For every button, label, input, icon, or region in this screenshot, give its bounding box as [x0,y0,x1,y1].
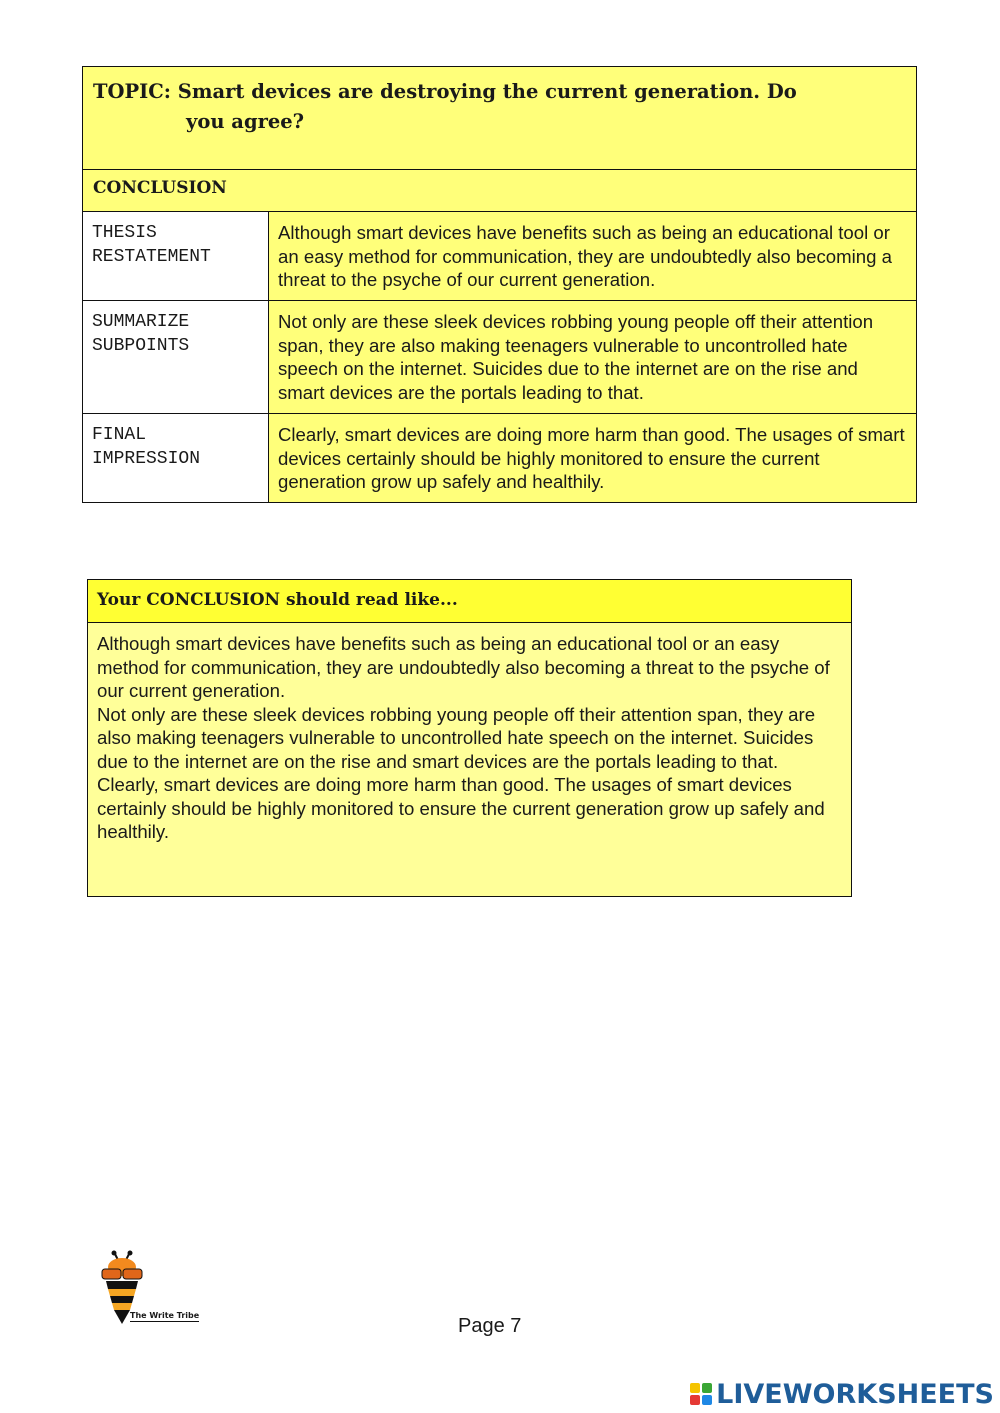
row-label-line: RESTATEMENT [92,247,211,267]
row-label-thesis [83,212,269,301]
liveworksheets-logo-icon [690,1383,712,1405]
row-label-subpoints [83,301,269,414]
conclusion-paragraph-1: Although smart devices have benefits such as being an educational tool or an easy method for communication, they are undoubtedly also becoming a threat to the psyche of our current generation. [97,633,830,701]
page-number: Page 7 [458,1315,522,1337]
row-text-thesis: Although smart devices have benefits such as being an educational tool or an easy method for communication, they are undoubtedly also becoming a threat to the psyche of our current generation. [269,212,917,301]
row-text-subpoints: Not only are these sleek devices robbing young people off their attention span, they are also making teenagers vulnerable to uncontrolled hate speech on the internet. Suicides due to the internet are on the rise and smart devices are the portals leading to that. [269,301,917,414]
table-row [83,212,917,301]
liveworksheets-brand[interactable] [690,1378,994,1410]
conclusion-paragraph-2: Not only are these sleek devices robbing young people off their attention span, they are also making teenagers vulnerable to uncontrolled hate speech on the internet. Suicides due to the internet are on the rise and smart devices are the portals leading to that. [97,703,816,772]
topic-line-2: you agree? [186,110,305,133]
conclusion-box-heading: Your CONCLUSION should read like... [88,580,851,623]
topic-table [82,66,917,503]
conclusion-paragraph-3: Clearly, smart devices are doing more harm than good. The usages of smart devices certainly should be highly monitored to ensure the current generation grow up safely and healthily. [97,774,825,842]
table-row [83,301,917,414]
row-label-line: THESIS [92,223,157,243]
conclusion-heading: CONCLUSION [83,170,917,212]
row-label-line: SUMMARIZE [92,312,190,332]
topic-line-1: Smart devices are destroying the current generation. Do [177,80,797,103]
row-label-line: IMPRESSION [92,449,201,469]
conclusion-box [87,579,852,897]
row-label-final [83,414,269,503]
topic-cell [83,67,917,170]
liveworksheets-wordmark: LIVEWORKSHEETS [716,1378,994,1410]
row-label-line: FINAL [92,425,147,445]
topic-label: TOPIC: [93,80,171,103]
conclusion-box-body [88,623,851,844]
table-row [83,414,917,503]
row-text-final: Clearly, smart devices are doing more harm than good. The usages of smart devices certainly should be highly monitored to ensure the current generation grow up safely and healthily. [269,414,917,503]
row-label-line: SUBPOINTS [92,336,190,356]
logo-text: The Write Tribe [130,1311,200,1320]
